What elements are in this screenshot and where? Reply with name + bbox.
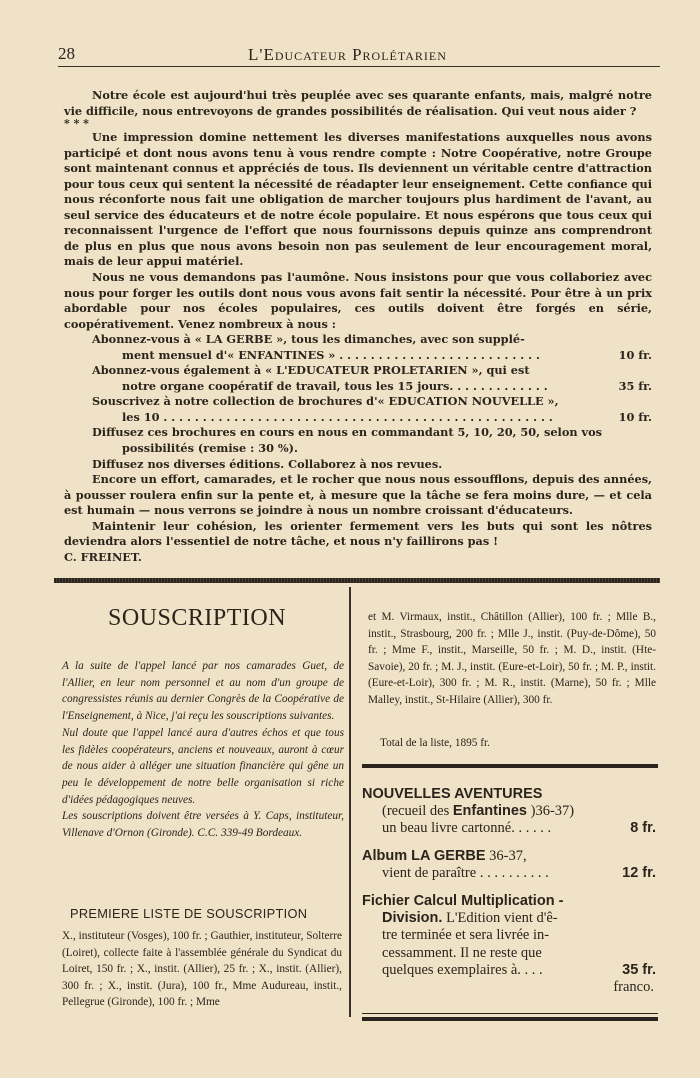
page-header [58, 44, 660, 67]
offer-price: 35 fr. [618, 378, 652, 393]
ad-price: 8 fr. [630, 820, 656, 837]
page-number: 28 [58, 44, 75, 63]
list-continuation: et M. Virmaux, instit., Châtillon (Allier), 100 fr. ; Mlle B., instit., Strasbourg, 200 fr. ; Mlle J., instit. (Puy-de-Dôme), 50 fr. ; Mme F., instit., Marseille, 50 fr. ; M. D., instit. (Hte-Savoie), 20 fr. ; M. J., instit. (Eure-et-Loir), 50 fr. ; M. P., instit. (Eure-et-Loir), 300 fr. ; M. R., instit. (Marne), 50 fr. ; Mlle Malley, instit., St-Hilaire (Allier), 300 fr. [368, 611, 656, 706]
ad-text: cessamment. Il ne reste que [382, 944, 542, 961]
ad-title: Album LA GERBE [362, 848, 486, 864]
column-divider [349, 587, 351, 1017]
offer-item [64, 394, 652, 425]
offer-item [64, 425, 652, 456]
article-paragraph: Notre école est aujourd'hui très peuplée avec ses quarante enfants, mais, malgré notre vie difficile, nous entrevoyons de grandes possibilités de réalisation. Qui veut nous aider ? [64, 88, 652, 118]
ad-text: (recueil des [382, 803, 453, 820]
article-paragraph: Maintenir leur cohésion, les orienter fermement vers les buts qui sont les nôtres deviendra alors l'essentiel de notre tâche, et nous n'y faillirons pas ! [64, 518, 652, 549]
souscription-intro [62, 658, 344, 842]
freinet-article [64, 88, 652, 565]
list-title: PREMIERE LISTE DE SOUSCRIPTION [70, 906, 308, 921]
offer-text: ment mensuel d'« ENFANTINES » . . . . . . . . . . . . . . . . . . . . . . . . . . [122, 347, 540, 362]
ad-title: NOUVELLES AVENTURES [362, 786, 543, 802]
ad-nouvelles-aventures [362, 786, 656, 838]
souscription-paragraph: Les souscriptions doivent être versées à Y. Caps, instituteur, Villenave d'Ornon (Gironde). C.C. 339-49 Bordeaux. [62, 810, 344, 840]
ad-bottom-bar [362, 1017, 658, 1021]
article-paragraph: Nous ne vous demandons pas l'aumône. Nous insistons pour que vous collaboriez avec nous pour forger les outils dont nous vous avons fait sentir la nécessité. Pour être à un prix abordable pour nos écoles populaires, ces outils doivent être forgés en série, coopérativement. Venez nombreux à nous : [64, 270, 652, 331]
article-paragraph: Encore un effort, camarades, et le rocher que nous nous essoufflons, depuis des années, à pousser roulera enfin sur la pente et, à mesure que la tâche se fera moins dure, — et cela est humain — nous verrons se joindre à nous un nombre croissant d'éducateurs. [64, 472, 652, 518]
offer-text: Abonnez-vous à « LA GERBE », tous les dimanches, avec son supplé- [92, 332, 525, 347]
souscription-title: SOUSCRIPTION [108, 605, 287, 631]
journal-title: L'Educateur Prolétarien [248, 45, 447, 64]
ad-fichier-calcul [362, 893, 656, 996]
ad-price: 12 fr. [622, 865, 656, 882]
ad-text: )36-37) [526, 803, 575, 820]
offer-text: Diffusez ces brochures en cours en nous en commandant 5, 10, 20, 50, selon vos [92, 425, 602, 440]
ad-price: 35 fr. [622, 961, 656, 978]
ad-text: tre terminée et sera livrée in- [382, 927, 550, 944]
offer-item [64, 332, 652, 363]
ad-title: Fichier Calcul Multiplication - [362, 893, 564, 909]
article-paragraph: Une impression domine nettement les diverses manifestations auxquelles nous avons participé et dont nous avons tenu à vous rendre compte : Notre Coopérative, notre Groupe sont maintenant connus et appréciés de tous. Ils deviennent un véritable centre d'attraction pour tous ceux qui sentent la nécessité de réadapter leur enseignement. Cette confiance qui nous réconforte nous fait une obligation de marcher toujours plus hardiment de l'avant, au seul service des éducateurs et de notre école populaire. Et nous espérons que tous ceux qui reconnaissent l'urgence de l'effort que nous fournissons depuis quinze ans comprendront de plus en plus que nous avons besoin non pas seulement de leur encouragement moral, mais de leur appui matériel. [64, 130, 652, 269]
offer-item: Diffusez nos diverses éditions. Collaborez à nos revues. [92, 456, 443, 471]
ad-text: quelques exemplaires à. . . . [382, 961, 543, 978]
ad-text: L'Edition vient d'ê- [442, 910, 558, 927]
list-total: Total de la liste, 1895 fr. [380, 737, 490, 749]
offer-text: notre organe coopératif de travail, tous les 15 jours. . . . . . . . . . . . . [122, 378, 548, 393]
offer-text: Souscrivez à notre collection de brochures d'« EDUCATION NOUVELLE », [92, 394, 559, 409]
section-divider [54, 578, 660, 583]
ad-bottom-rule [362, 1013, 658, 1014]
ad-text: vient de paraître . . . . . . . . . . [382, 865, 549, 882]
offer-item [64, 363, 652, 394]
ad-text: un beau livre cartonné. . . . . . [382, 820, 552, 837]
ad-text: franco. [613, 979, 654, 996]
souscription-paragraph: A la suite de l'appel lancé par nos camarades Guet, de l'Allier, en leur nom personnel et au nom d'un groupe de congressistes réunis au dernier Congrès de la Coopérative de l'Enseignement, à Nice, j'ai reçu les souscriptions suivantes. [62, 660, 344, 723]
ad-divider [362, 764, 658, 768]
offer-text: Abonnez-vous également à « L'EDUCATEUR PROLETARIEN », qui est [92, 363, 530, 378]
offer-text: les 10 . . . . . . . . . . . . . . . . . . . . . . . . . . . . . . . . . . . . . . . . . . . . . . . . . . [122, 409, 553, 424]
ad-text-bold: Enfantines [452, 803, 527, 820]
signature: C. FREINET. [64, 549, 142, 564]
offer-text: possibilités (remise : 30 %). [122, 441, 298, 456]
offer-price: 10 fr. [618, 347, 652, 362]
ad-title: Division. [382, 910, 443, 927]
list-text: X., instituteur (Vosges), 100 fr. ; Gauthier, instituteur, Solterre (Loiret), collecte faite à l'assemblée générale du Syndicat du Loiret, 150 fr. ; X., instit. (Allier), 25 fr. ; X., instit. (Allier), 300 fr. ; X., instit. (Jura), 100 fr., Mme Audureau, instit., Pellegrue (Gironde), 100 fr. ; Mme [62, 930, 343, 1009]
ad-album-la-gerbe [362, 848, 656, 882]
section-separator: * * * [64, 117, 89, 131]
souscription-paragraph: Nul doute que l'appel lancé aura d'autres échos et que tous les fidèles coopérateurs, anciens et nouveaux, auront à cœur de nous aider à alléger une situation financière qui gêne un peu le développement de notre belle organisation si riche d'idées pédagogiques neuves. [62, 726, 344, 806]
offer-price: 10 fr. [618, 409, 652, 424]
ad-text: 36-37, [485, 848, 527, 864]
